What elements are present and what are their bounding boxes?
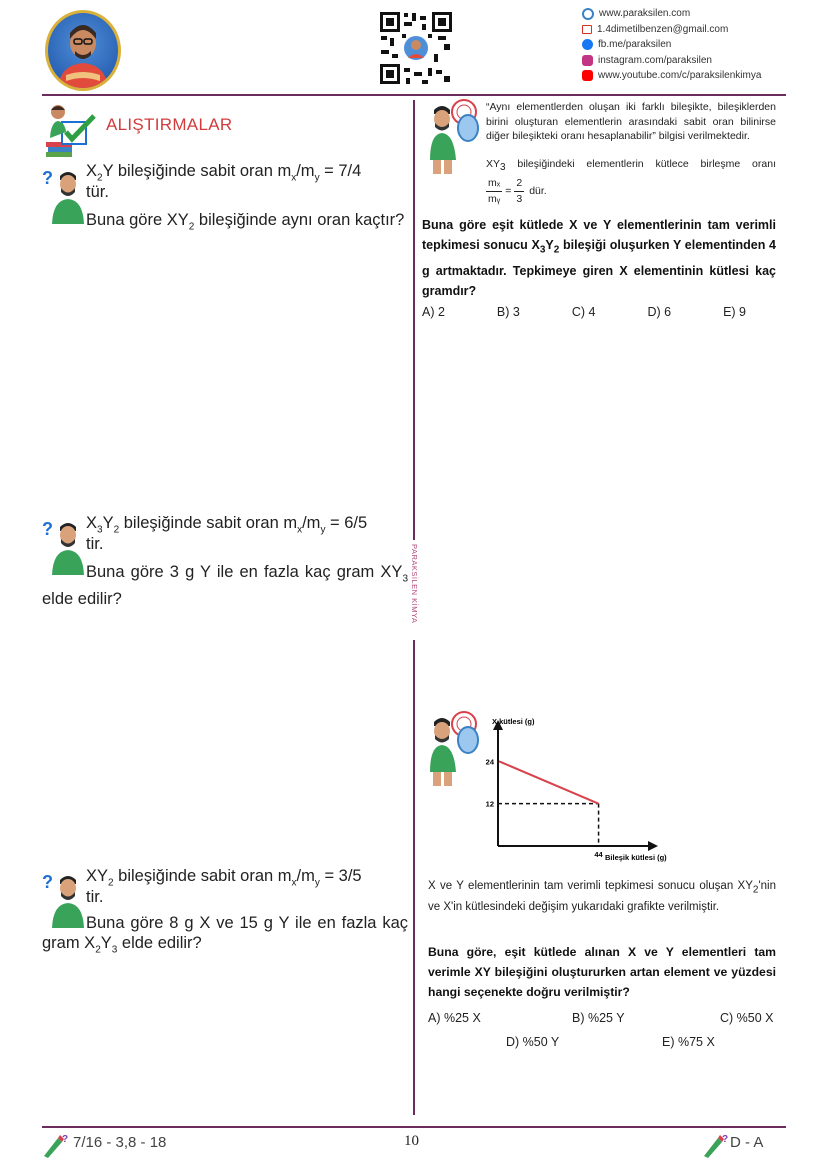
email-link[interactable]: 1.4dimetilbenzen@gmail.com — [582, 22, 761, 38]
x-tick-44: 44 — [594, 850, 603, 859]
answer-key-right: D - A — [730, 1134, 764, 1151]
footer-divider — [42, 1126, 786, 1128]
youtube-link[interactable]: www.youtube.com/c/paraksilenkimya — [582, 68, 761, 84]
exercise-header-icon — [44, 102, 102, 163]
pencil-icon — [40, 1132, 70, 1163]
option-b[interactable]: B) 3 — [496, 305, 520, 319]
website-link[interactable]: www.paraksilen.com — [582, 6, 761, 22]
facebook-link[interactable]: fb.me/paraksilen — [582, 37, 761, 53]
section-title: ALIŞTIRMALAR — [106, 115, 233, 134]
question-mark-icon: ? — [42, 519, 53, 539]
pencil-icon — [700, 1132, 730, 1163]
x-axis-label: Bileşik kütlesi (g) — [605, 853, 667, 862]
right-q2-question: Buna göre, eşit kütlede alınan X ve Y elementleri tam verimle XY bileşiğini oluştururken artan element ve yüzdesi hangi seçenekte doğru verilmiştir? — [428, 945, 776, 999]
page-number: 10 — [404, 1133, 419, 1149]
svg-text:?: ? — [62, 1134, 69, 1145]
gmail-icon — [582, 25, 592, 34]
right-q1-options — [422, 305, 776, 319]
left-q1-formula: $X_2Y$ bileşiğinde sabit oran $m_x/m_y = 7/4$ — [86, 162, 362, 184]
y-tick-24: 24 — [485, 757, 494, 767]
question-mark-icon: ? — [42, 168, 53, 188]
left-q2-question: Buna göre 3 g Y ile en fazla kaç gram $XY_3$ elde edilir? — [42, 563, 408, 609]
right-q1-info: $XY_3$ bileşiğindeki elementlerin kütlece birleşme oranı — [486, 158, 776, 174]
option-b[interactable]: B) %25 Y — [572, 1011, 625, 1025]
web-icon — [582, 8, 594, 20]
right-q1-ratio: $\frac{\text{mₓ}}{\text{mᵧ}}$ = $\frac{2}{3}$ dür. — [488, 177, 547, 205]
answer-key-left: 7/16 - 3,8 - 18 — [73, 1134, 167, 1151]
header-divider — [42, 94, 786, 96]
right-q2-desc: X ve Y elementlerinin tam verimli tepkimesi sonucu oluşan $XY_2'nin$ ve X'in kütlesindeki değişim yukarıdaki grafikte verilmiştir. — [428, 880, 776, 913]
contact-links — [582, 6, 761, 84]
right-q1-question: Buna göre eşit kütlede X ve Y elementlerinin tam verimli tepkimesi sonucu $X_3Y_2$ bileşiği oluşurken Y elementinden 4 g artmaktadır. Tepkimeye giren X elementinin kütlesi kaç gramdır? — [422, 218, 776, 298]
left-q2-formula: $X_3Y_2$ bileşiğinde sabit oran $m_x/m_y = 6/5$ — [86, 514, 368, 536]
qr-code — [378, 10, 454, 86]
instagram-link[interactable]: instagram.com/paraksilen — [582, 53, 761, 69]
series-line — [499, 761, 599, 803]
left-q3-formula: $XY_2$ bileşiğinde sabit oran $m_x/m_y = 3/5$ — [86, 867, 362, 889]
option-e[interactable]: E) 9 — [723, 305, 746, 319]
option-d[interactable]: D) 6 — [647, 305, 672, 319]
left-q1-suffix: tür. — [86, 183, 109, 201]
left-q2-suffix: tir. — [86, 535, 104, 553]
option-e[interactable]: E) %75 X — [662, 1035, 715, 1049]
teacher-character-icon — [424, 710, 486, 793]
author-avatar — [45, 10, 121, 91]
svg-text:?: ? — [722, 1134, 729, 1145]
option-c[interactable]: C) 4 — [571, 305, 596, 319]
x-axis-arrow — [648, 841, 658, 851]
vertical-brand-label: PARAKSİLEN KİMYA — [405, 540, 423, 640]
teacher-character-icon — [424, 98, 486, 181]
question-mark-icon: ? — [42, 872, 53, 892]
option-c[interactable]: C) %50 X — [720, 1011, 774, 1025]
left-q3-question: Buna göre 8 g X ve 15 g Y ile en fazla kaç gram $X_2Y_3$ elde edilir? — [42, 914, 408, 956]
youtube-icon — [582, 70, 593, 81]
option-d[interactable]: D) %50 Y — [506, 1035, 560, 1049]
option-a[interactable]: A) 2 — [422, 305, 445, 319]
left-q1-question: Buna göre $XY_2$ bileşiğinde aynı oran kaçtır? — [86, 211, 405, 233]
y-axis-label: X kütlesi (g) — [492, 717, 535, 726]
y-tick-12: 12 — [485, 799, 494, 809]
left-q3-suffix: tir. — [86, 888, 104, 906]
right-q1-quote: “Aynı elementlerden oluşan iki farklı bileşikte, bileşiklerden birini oluşturan elementlerin arasındaki sabit oran bilinirse diğer bileşikteki oranı hesaplanabilir” bilgisi verilmektedir. — [486, 101, 776, 142]
facebook-icon — [582, 39, 593, 50]
instagram-icon — [582, 55, 593, 66]
option-a[interactable]: A) %25 X — [428, 1011, 481, 1025]
mass-graph — [480, 712, 680, 872]
